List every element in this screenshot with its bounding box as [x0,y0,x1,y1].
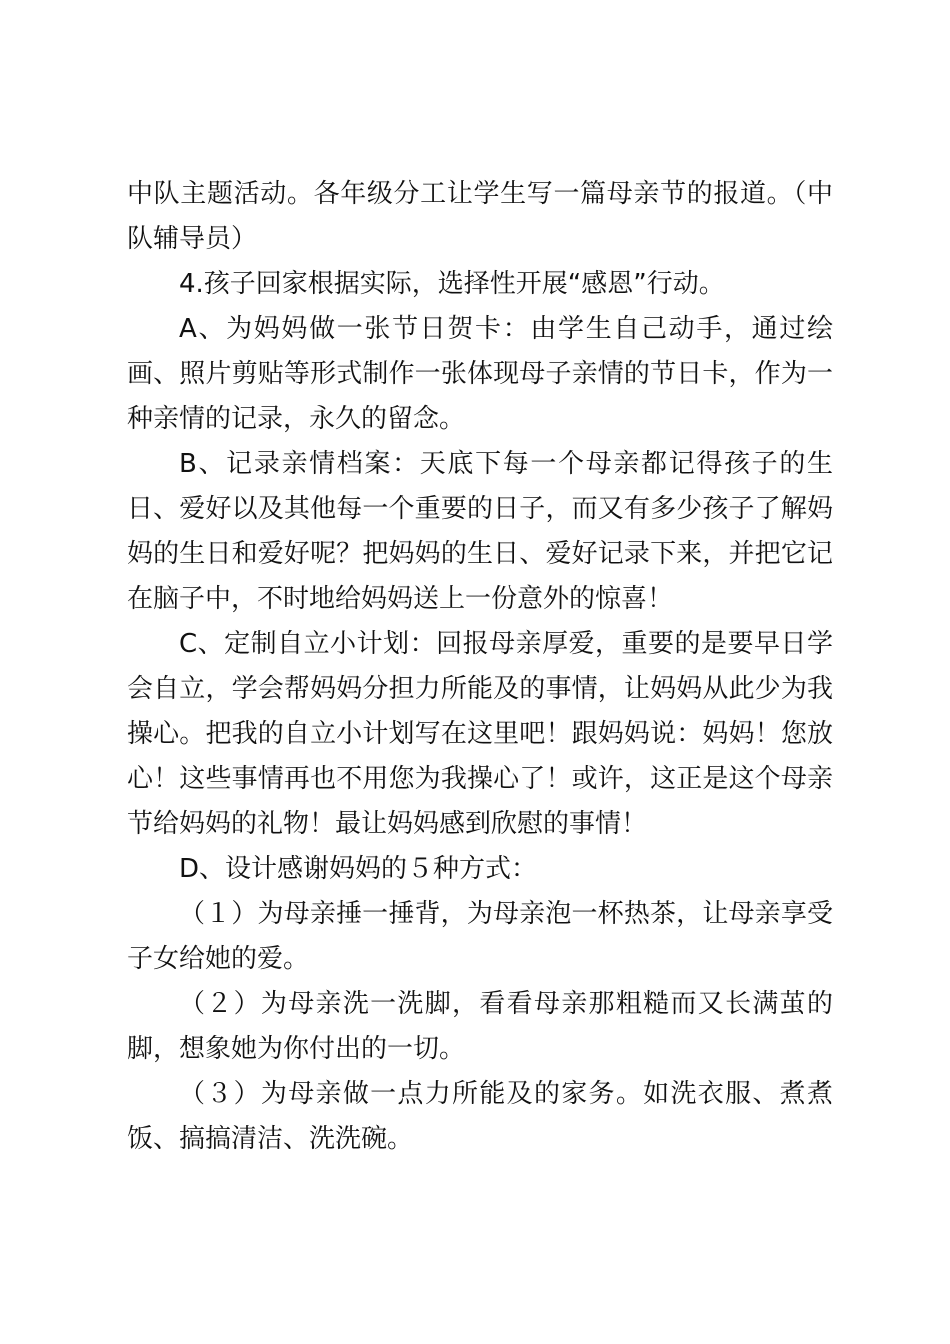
paragraph-way-2: （２）为母亲洗一洗脚，看看母亲那粗糙而又长满茧的脚，想象她为你付出的一切。 [127,989,833,1064]
paragraph-item-d: D、设计感谢妈妈的５种方式： [179,854,538,884]
paragraph-way-1: （１）为母亲捶一捶背，为母亲泡一杯热茶，让母亲享受子女给她的爱。 [127,899,833,974]
paragraph-item-4: 4.孩子回家根据实际，选择性开展“感恩”行动。 [179,269,725,299]
paragraph-item-c: C、定制自立小计划：回报母亲厚爱，重要的是要早日学会自立，学会帮妈妈分担力所能及的事情，让妈妈从此少为我操心。把我的自立小计划写在这里吧！跟妈妈说：妈妈！您放心！这些事情再也不用您为我操心了！或许，这正是这个母亲节给妈妈的礼物！最让妈妈感到欣慰的事情！ [127,629,833,839]
body-text [127,172,833,1162]
paragraph-item-a: A、为妈妈做一张节日贺卡：由学生自己动手，通过绘画、照片剪贴等形式制作一张体现母子亲情的节日卡，作为一种亲情的记录，永久的留念。 [127,314,833,434]
paragraph-way-3: （３）为母亲做一点力所能及的家务。如洗衣服、煮煮饭、搞搞清洁、洗洗碗。 [127,1079,833,1154]
paragraph-continuation: 中队主题活动。各年级分工让学生写一篇母亲节的报道。（中队辅导员） [127,179,833,254]
paragraph-item-b: B、记录亲情档案：天底下每一个母亲都记得孩子的生日、爱好以及其他每一个重要的日子，而又有多少孩子了解妈妈的生日和爱好呢？把妈妈的生日、爱好记录下来，并把它记在脑子中，不时地给妈妈送上一份意外的惊喜！ [127,449,833,614]
